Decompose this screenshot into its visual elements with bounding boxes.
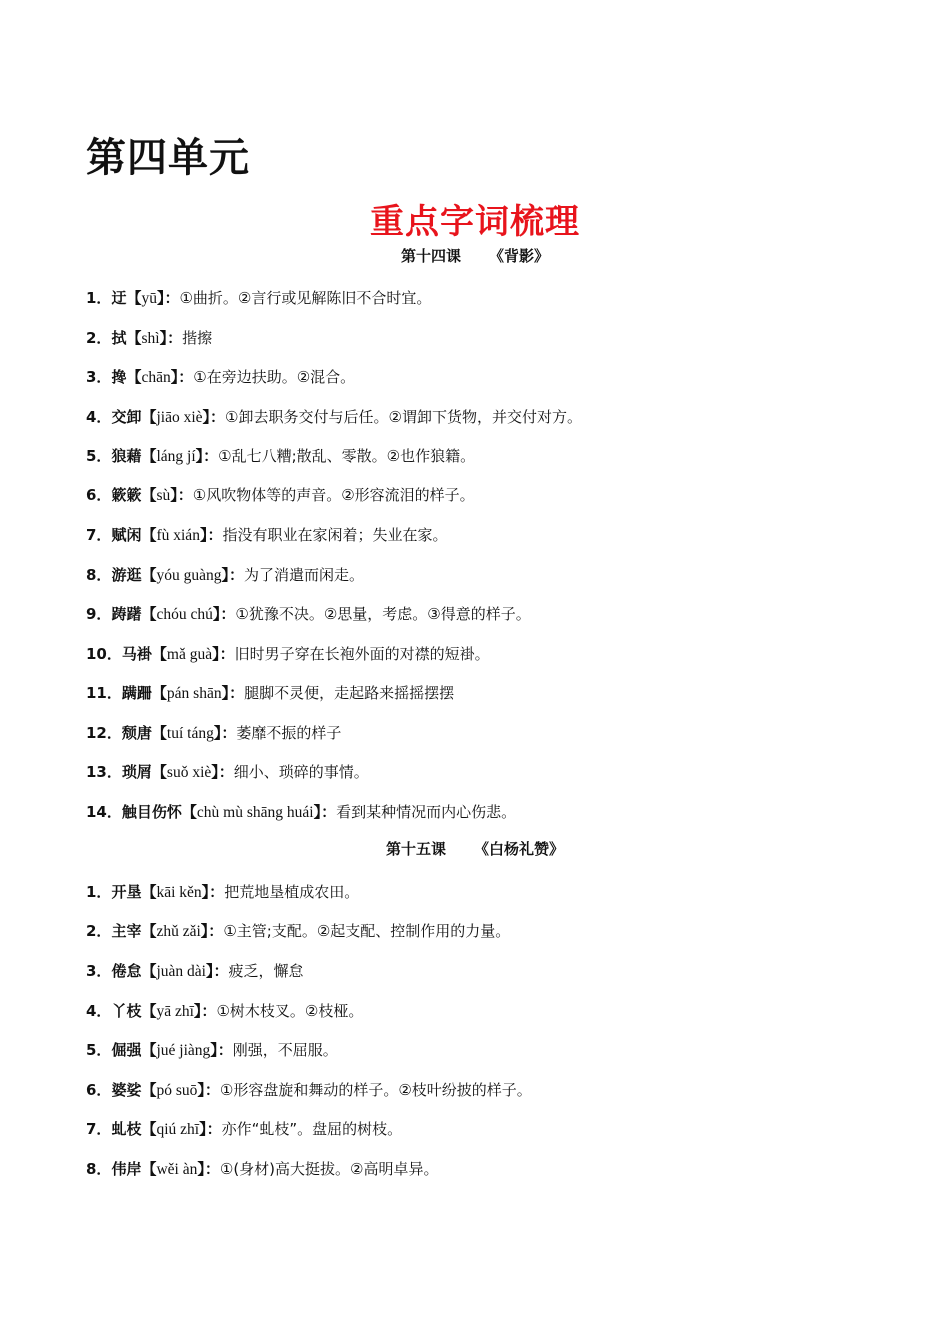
vocab-entry: 7．赋闲【fù xián】：指没有职业在家闲着；失业在家。 — [86, 526, 448, 544]
vocab-entry: 5．倔强【jué jiàng】：刚强，不屈服。 — [86, 1041, 338, 1059]
vocab-entry: 6．婆娑【pó suō】：①形容盘旋和舞动的样子。②枝叶纷披的样子。 — [86, 1081, 532, 1099]
lesson-name: 《白杨礼赞》 — [474, 840, 565, 858]
vocab-entry: 7．虬枝【qiú zhī】：亦作“虬枝”。盘屈的树枝。 — [86, 1120, 403, 1138]
vocab-entry: 6．簌簌【sù】：①风吹物体等的声音。②形容流泪的样子。 — [86, 486, 475, 504]
vocab-entry: 2．拭【shì】：揩擦 — [86, 329, 213, 347]
vocab-entry: 10．马褂【mǎ guà】：旧时男子穿在长袍外面的对襟的短褂。 — [86, 645, 490, 663]
vocab-entry: 4．交卸【jiāo xiè】：①卸去职务交付与后任。②谓卸下货物，并交付对方。 — [86, 408, 582, 426]
vocab-entry: 1．开垦【kāi kěn】：把荒地垦植成农田。 — [86, 883, 360, 901]
vocab-entry: 11．蹒跚【pán shān】：腿脚不灵便，走起路来摇摇摆摆 — [86, 684, 455, 702]
vocab-entry: 8．游逛【yóu guàng】：为了消遣而闲走。 — [86, 566, 365, 584]
vocab-entry: 3．倦怠【juàn dài】：疲乏，懈怠 — [86, 962, 304, 980]
vocab-entry: 3．搀【chān】：①在旁边扶助。②混合。 — [86, 368, 356, 386]
lesson-number: 第十四课 — [400, 247, 461, 265]
vocab-entry: 13．琐屑【suǒ xiè】：细小、琐碎的事情。 — [86, 763, 369, 781]
lesson-title-15 — [0, 838, 950, 859]
vocab-entry: 4．丫枝【yā zhī】：①树木枝叉。②枝桠。 — [86, 1002, 364, 1020]
lesson-title-14 — [0, 245, 950, 266]
vocab-entry: 5．狼藉【láng jí】：①乱七八糟;散乱、零散。②也作狼籍。 — [86, 447, 476, 465]
vocab-entry: 2．主宰【zhǔ zǎi】：①主管;支配。②起支配、控制作用的力量。 — [86, 922, 511, 940]
vocab-entry: 12．颓唐【tuí táng】：萎靡不振的样子 — [86, 724, 342, 742]
vocab-entry: 9．踌躇【chóu chú】：①犹豫不决。②思量，考虑。③得意的样子。 — [86, 605, 531, 623]
unit-title: 第四单元 — [86, 135, 250, 181]
lesson-number: 第十五课 — [385, 840, 446, 858]
lesson-name: 《背影》 — [489, 247, 550, 265]
vocab-entry: 8．伟岸【wěi àn】：①(身材)高大挺拔。②高明卓异。 — [86, 1160, 439, 1178]
vocab-entry: 14．触目伤怀【chù mù shāng huái】：看到某种情况而内心伤悲。 — [86, 803, 517, 821]
main-title: 重点字词梳理 — [370, 202, 580, 242]
vocab-entry: 1．迂【yū】：①曲折。②言行或见解陈旧不合时宜。 — [86, 289, 432, 307]
